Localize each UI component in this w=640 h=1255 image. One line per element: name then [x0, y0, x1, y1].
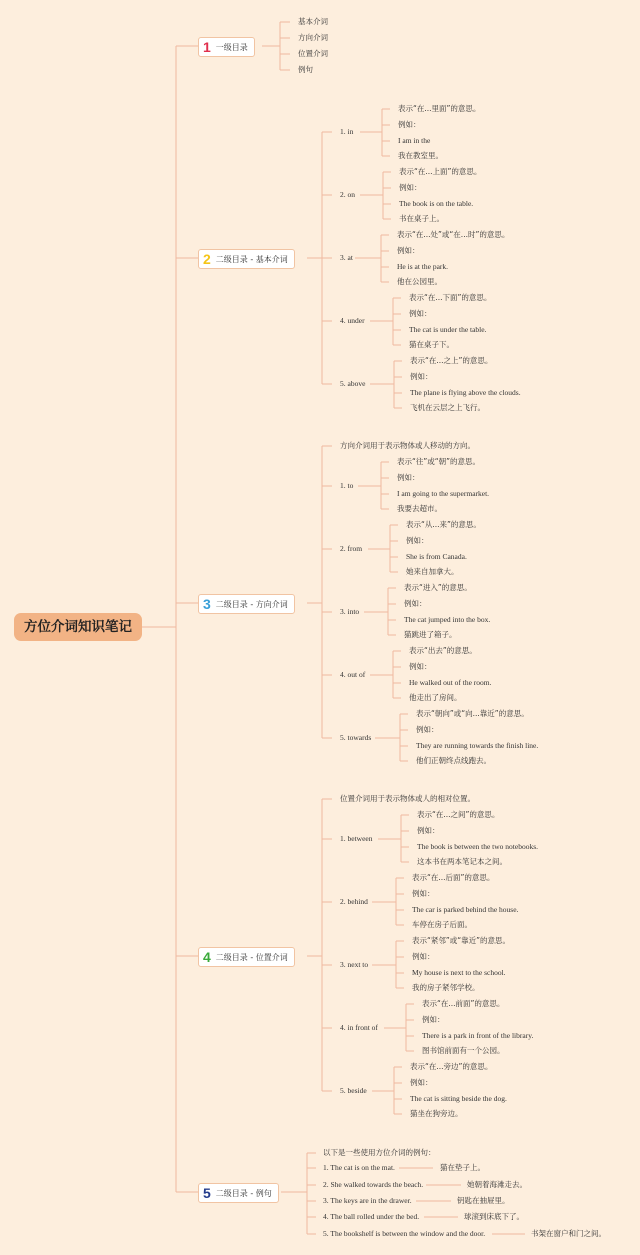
- group-item: 例如：: [409, 662, 432, 671]
- group-item: 例如：: [417, 826, 440, 835]
- example-sentence: 2. She walked towards the beach.: [323, 1180, 424, 1189]
- group-item: 例如：: [399, 183, 422, 192]
- section-intro: 位置介词用于表示物体或人的相对位置。: [340, 794, 475, 803]
- group-item: The cat is under the table.: [409, 325, 487, 334]
- section-label: 二级目录 - 位置介词: [215, 953, 288, 962]
- example-sentence: 5. The bookshelf is between the window and the door.: [323, 1229, 486, 1238]
- group-item: The car is parked behind the house.: [412, 905, 519, 914]
- example-translation: 球滚到床底下了。: [464, 1212, 524, 1221]
- group-item: 表示“出去”的意思。: [409, 646, 477, 655]
- group-name: 2. on: [340, 190, 355, 199]
- toc-item: 例句: [298, 65, 313, 74]
- group-item: 他走出了房间。: [409, 693, 462, 702]
- section-number: 1: [203, 39, 211, 55]
- group-item: He walked out of the room.: [409, 678, 492, 687]
- example-sentence: 4. The ball rolled under the bed.: [323, 1212, 420, 1221]
- group-item: 例如：: [410, 1078, 433, 1087]
- section-number: 2: [203, 251, 211, 267]
- section-intro: 方向介词用于表示物体或人移动的方向。: [340, 441, 475, 450]
- group-name: 5. towards: [340, 733, 372, 742]
- group-name: 4. out of: [340, 670, 366, 679]
- group-item: 我在教室里。: [398, 151, 443, 160]
- section-intro: 以下是一些使用方位介词的例句：: [323, 1148, 436, 1157]
- group-item: 例如：: [404, 599, 427, 608]
- group-name: 4. in front of: [340, 1023, 378, 1032]
- group-item: 表示“在...里面”的意思。: [398, 104, 481, 113]
- group-item: 猫跳进了箱子。: [404, 630, 457, 639]
- group-item: 表示“朝向”或“向...靠近”的意思。: [416, 709, 529, 718]
- group-name: 3. next to: [340, 960, 369, 969]
- group-item: 例如：: [398, 120, 421, 129]
- group-item: 书在桌子上。: [399, 214, 444, 223]
- group-name: 1. to: [340, 481, 354, 490]
- group-item: 车停在房子后面。: [412, 920, 472, 929]
- group-item: 表示“从...来”的意思。: [406, 520, 481, 529]
- section-label: 二级目录 - 基本介词: [215, 255, 288, 264]
- group-item: 表示“进入”的意思。: [404, 583, 472, 592]
- example-translation: 书架在窗户和门之间。: [531, 1229, 606, 1238]
- group-item: I am going to the supermarket.: [397, 489, 490, 498]
- group-item: The cat jumped into the box.: [404, 615, 491, 624]
- group-item: The book is between the two notebooks.: [417, 842, 539, 851]
- group-item: 表示“在...之间”的意思。: [417, 810, 500, 819]
- group-item: The cat is sitting beside the dog.: [410, 1094, 507, 1103]
- group-name: 5. beside: [340, 1086, 367, 1095]
- section-3: [198, 594, 295, 614]
- group-item: 我的房子紧邻学校。: [412, 983, 480, 992]
- example-translation: 钥匙在抽屉里。: [457, 1196, 510, 1205]
- group-item: 表示“在...前面”的意思。: [422, 999, 505, 1008]
- group-item: There is a park in front of the library.: [422, 1031, 534, 1040]
- group-item: 表示“在...后面”的意思。: [412, 873, 495, 882]
- root-topic: 方位介词知识笔记: [14, 613, 142, 641]
- group-name: 2. behind: [340, 897, 368, 906]
- toc-item: 位置介词: [298, 49, 328, 58]
- example-translation: 猫在垫子上。: [440, 1163, 485, 1172]
- section-4: [198, 947, 295, 967]
- group-item: 例如：: [410, 372, 433, 381]
- group-item: 表示“在...下面”的意思。: [409, 293, 492, 302]
- group-item: The plane is flying above the clouds.: [410, 388, 521, 397]
- section-number: 4: [203, 949, 211, 965]
- group-name: 5. above: [340, 379, 366, 388]
- group-item: 表示“在...处”或“在...时”的意思。: [397, 230, 510, 239]
- group-item: He is at the park.: [397, 262, 449, 271]
- section-label: 一级目录: [215, 43, 248, 52]
- section-number: 5: [203, 1185, 211, 1201]
- group-item: 例如：: [412, 952, 435, 961]
- example-sentence: 1. The cat is on the mat.: [323, 1163, 395, 1172]
- group-item: 我要去超市。: [397, 504, 442, 513]
- section-label: 二级目录 - 方向介词: [215, 600, 288, 609]
- group-item: I am in the: [398, 136, 431, 145]
- group-item: They are running towards the finish line.: [416, 741, 539, 750]
- group-name: 1. between: [340, 834, 373, 843]
- section-5: [198, 1183, 279, 1203]
- group-item: She is from Canada.: [406, 552, 467, 561]
- group-item: 例如：: [409, 309, 432, 318]
- section-label: 二级目录 - 例句: [215, 1189, 272, 1198]
- example-sentence: 3. The keys are in the drawer.: [323, 1196, 412, 1205]
- group-item: 图书馆前面有一个公园。: [422, 1046, 505, 1055]
- group-item: 例如：: [406, 536, 429, 545]
- group-item: 例如：: [422, 1015, 445, 1024]
- group-name: 1. in: [340, 127, 354, 136]
- group-item: 她来自加拿大。: [406, 567, 459, 576]
- toc-item: 方向介词: [298, 33, 328, 42]
- group-item: 例如：: [416, 725, 439, 734]
- section-1: [198, 37, 255, 57]
- toc-item: 基本介词: [298, 17, 328, 26]
- group-item: My house is next to the school.: [412, 968, 506, 977]
- group-item: 猫坐在狗旁边。: [410, 1109, 463, 1118]
- group-item: 例如：: [412, 889, 435, 898]
- group-name: 3. at: [340, 253, 353, 262]
- group-item: 表示“在...上面”的意思。: [399, 167, 482, 176]
- group-item: 表示“紧邻”或“靠近”的意思。: [412, 936, 511, 945]
- group-name: 4. under: [340, 316, 365, 325]
- group-item: 飞机在云层之上飞行。: [410, 403, 485, 412]
- group-item: 他在公园里。: [397, 277, 442, 286]
- group-item: 表示“在...之上”的意思。: [410, 356, 493, 365]
- group-item: 猫在桌子下。: [409, 340, 454, 349]
- group-item: 他们正朝终点线跑去。: [416, 756, 491, 765]
- group-item: 表示“在...旁边”的意思。: [410, 1062, 493, 1071]
- group-item: 例如：: [397, 246, 420, 255]
- group-item: 例如：: [397, 473, 420, 482]
- group-item: The book is on the table.: [399, 199, 474, 208]
- section-number: 3: [203, 596, 211, 612]
- group-name: 2. from: [340, 544, 363, 553]
- section-2: [198, 249, 295, 269]
- group-item: 这本书在两本笔记本之间。: [417, 857, 507, 866]
- group-item: 表示“往”或“朝”的意思。: [397, 457, 481, 466]
- group-name: 3. into: [340, 607, 360, 616]
- example-translation: 她朝着海滩走去。: [467, 1180, 527, 1189]
